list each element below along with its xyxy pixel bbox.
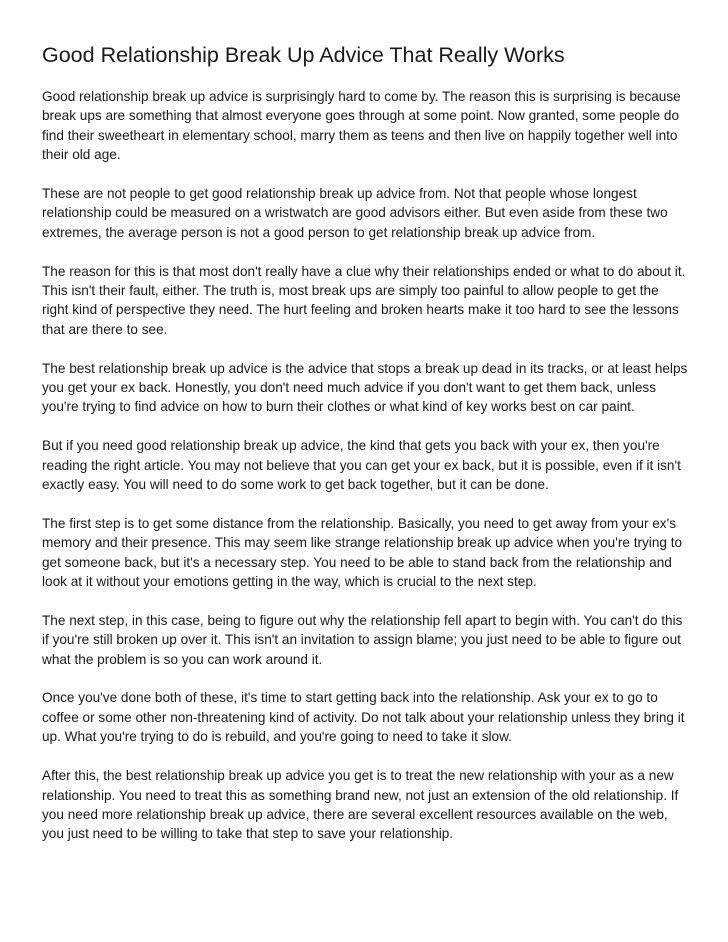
paragraph: These are not people to get good relationship break up advice from. Not that people whose longest relationship could be measured on a wristwatch are good advisors either. But even aside from these two extremes, the average person is not a good person to get relationship break up advice from.: [42, 186, 668, 240]
paragraph: The reason for this is that most don't really have a clue why their relationships ended or what to do about it. This isn't their fault, either. The truth is, most break ups are simply too painful to allow people to get the right kind of perspective they need. The hurt feeling and broken hearts make it too hard to see the lessons that are there to see.: [42, 263, 686, 337]
paragraph: The first step is to get some distance from the relationship. Basically, you need to get away from your ex's memory and their presence. This may seem like strange relationship break up advice when you're trying to get someone back, but it's a necessary step. You need to be able to stand back from the relationship and look at it without your emotions getting in the way, which is crucial to the next step.: [42, 515, 683, 590]
paragraph: After this, the best relationship break up advice you get is to treat the new relationship with your as a new relationship. You need to treat this as something brand new, not just an extension of the old relationship. If you need more relationship break up advice, there are several excellent resources available on the web, you just need to be willing to take that step to save your relationship.: [42, 768, 679, 842]
paragraph: The best relationship break up advice is the advice that stops a break up dead in its tracks, or at least helps you get your ex back. Honestly, you don't need much advice if you don't want to get them back, unless you're trying to find advice on how to burn their clothes or what kind of key works best on car paint.: [42, 360, 688, 415]
paragraph: Once you've done both of these, it's time to start getting back into the relationship. Ask your ex to go to coffee or some other non-threatening kind of activity. Do not talk about your relationship unless they bring it up. What you're trying to do is rebuild, and you're going to need to take it slow.: [42, 690, 685, 745]
document-page: [42, 42, 688, 863]
paragraph: Good relationship break up advice is surprisingly hard to come by. The reason this is surprising is because break ups are something that almost everyone goes through at some point. Now granted, some people do find their sweetheart in elementary school, marry them as teens and then live on happily together well into their old age.: [42, 89, 681, 163]
paragraph: The next step, in this case, being to figure out why the relationship fell apart to begin with. You can't do this if you're still broken up over it. This isn't an invitation to assign blame; you just need to be able to figure out what the problem is so you can work around it.: [42, 612, 683, 667]
paragraph: But if you need good relationship break up advice, the kind that gets you back with your ex, then you're reading the right article. You may not believe that you can get your ex back, but it is possible, even if it isn't exactly easy. You will need to do some work to get back together, but it can be done.: [42, 438, 681, 493]
document-title: Good Relationship Break Up Advice That Really Works: [42, 43, 565, 67]
